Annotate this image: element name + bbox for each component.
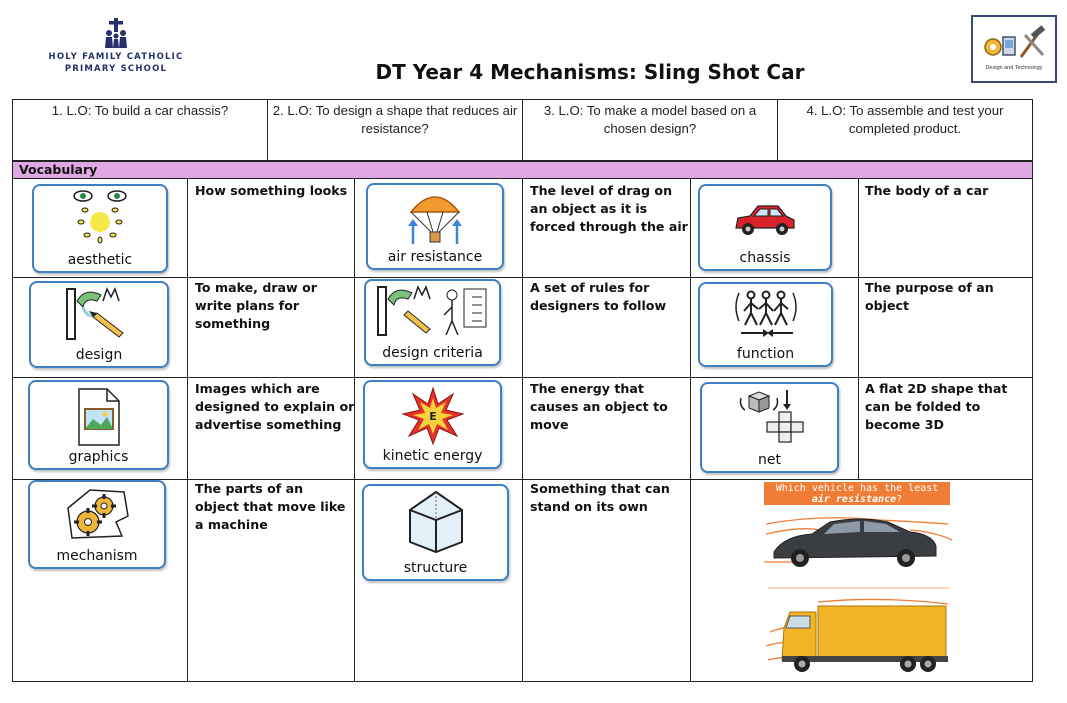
vocab-definition-air-resistance: The level of drag on an object as it is forced through the air (530, 183, 688, 234)
vocab-definition-net: A flat 2D shape that can be folded to become 3D (865, 381, 1008, 432)
page-title: DT Year 4 Mechanisms: Sling Shot Car (375, 60, 805, 84)
vocab-term-mechanism: mechanism (56, 548, 138, 564)
vocab-definition-function: The purpose of an object (865, 280, 994, 313)
vocab-definition-mechanism: The parts of an object that move like a machine (195, 481, 346, 532)
design-technology-logo (971, 15, 1057, 83)
vocab-term-net: net (758, 452, 781, 468)
vocab-card-kinetic-energy (363, 380, 502, 469)
vocab-card-function (698, 282, 833, 367)
dt-logo-caption: Design and Technology (985, 65, 1043, 71)
people-arrows-icon (731, 287, 801, 341)
vocab-card-design-criteria (364, 279, 501, 366)
vocab-term-kinetic-energy: kinetic energy (382, 448, 483, 464)
school-name-line1: HOLY FAMILY CATHOLIC (48, 52, 184, 62)
vocab-term-air-resistance: air resistance (387, 249, 483, 265)
vocab-card-mechanism (28, 480, 166, 569)
svg-text:E: E (428, 410, 437, 423)
cube-net-icon (733, 388, 807, 448)
picture-document-icon (75, 387, 123, 447)
vehicle-air-resistance-image (760, 480, 960, 676)
vocab-card-net (700, 382, 839, 473)
gears-icon (60, 486, 134, 542)
vocab-term-aesthetic: aesthetic (67, 252, 133, 268)
tools-gears-icon (973, 21, 1055, 71)
vocab-card-design (29, 281, 169, 368)
vocab-definition-aesthetic: How something looks (195, 183, 348, 198)
vehicle-question-mark: ? (896, 494, 903, 505)
vocabulary-heading: Vocabulary (12, 161, 1033, 179)
vocab-definition-design: To make, draw or write plans for something (195, 280, 317, 331)
school-logo (36, 18, 196, 75)
learning-objectives-table (12, 99, 1033, 161)
vocab-card-structure (362, 484, 509, 581)
vocab-definition-chassis: The body of a car (865, 183, 989, 198)
vocab-term-chassis: chassis (739, 250, 791, 266)
learning-objective-3: 3. L.O: To make a model based on a chosen design? (523, 100, 778, 160)
frame-structure-icon (404, 490, 468, 556)
vocab-term-design: design (75, 347, 123, 363)
vocab-definition-kinetic-energy: The energy that causes an object to move (530, 381, 668, 432)
school-name-line2: PRIMARY SCHOOL (64, 64, 168, 74)
vocab-term-function: function (736, 346, 795, 362)
energy-burst-icon (401, 386, 465, 446)
learning-objective-2: 2. L.O: To design a shape that reduces air resistance? (268, 100, 523, 160)
vocab-card-chassis (698, 184, 832, 271)
car-icon (732, 200, 798, 240)
vehicle-question-highlight: air resistance (811, 494, 897, 505)
eyes-sun-icon (65, 188, 135, 248)
vehicles-illustration (760, 510, 960, 676)
pencil-checklist-icon (374, 283, 492, 339)
parachute-icon (405, 188, 465, 246)
vehicle-question-line1: Which vehicle has the least (775, 483, 939, 494)
vocab-definition-graphics: Images which are designed to explain or advertise something (195, 381, 355, 432)
holy-family-icon (101, 18, 131, 48)
pencil-drawing-icon (63, 285, 135, 343)
vehicle-question-banner (764, 482, 950, 505)
learning-objective-4: 4. L.O: To assemble and test your completed product. (806, 103, 1004, 136)
vocab-card-air-resistance (366, 183, 504, 270)
vocab-card-aesthetic (32, 184, 168, 273)
vocab-definition-structure: Something that can stand on its own (530, 481, 670, 514)
learning-objective-1: 1. L.O: To build a car chassis? (13, 100, 268, 160)
vocab-term-design-criteria: design criteria (382, 345, 483, 361)
vocab-definition-design-criteria: A set of rules for designers to follow (530, 280, 667, 313)
vocab-term-structure: structure (403, 560, 468, 576)
vocab-term-graphics: graphics (68, 449, 129, 465)
vocab-card-graphics (28, 380, 169, 470)
